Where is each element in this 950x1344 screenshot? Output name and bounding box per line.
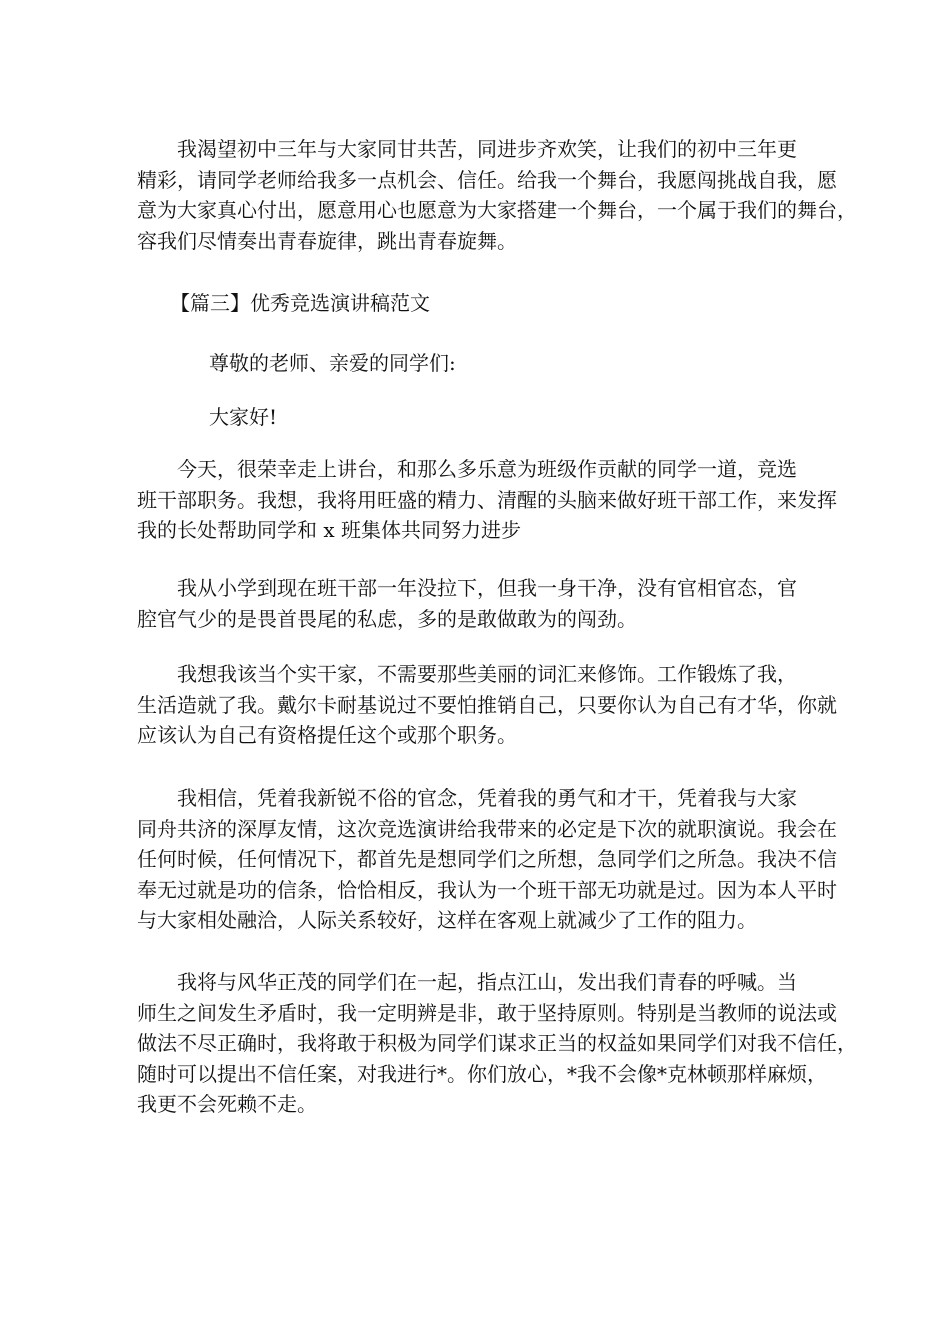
text-line: 师生之间发生矛盾时，我一定明辨是非，敢于坚持原则。特别是当教师的说法或 [137, 1000, 837, 1025]
section-heading: 【篇三】优秀竞选演讲稿范文 [170, 291, 430, 315]
text-line: 我从小学到现在班干部一年没拉下，但我一身干净，没有官相官态，官 [177, 576, 797, 600]
paragraph-4 [137, 659, 837, 751]
text-line: 做法不尽正确时，我将敢于积极为同学们谋求正当的权益如果同学们对我不信任， [137, 1031, 857, 1055]
text-line: 奉无过就是功的信条，恰恰相反，我认为一个班干部无功就是过。因为本人平时 [137, 877, 837, 902]
text-line: 意为大家真心付出，愿意用心也愿意为大家搭建一个舞台，一个属于我们的舞台， [137, 198, 857, 222]
text-line: 我相信，凭着我新锐不俗的官念，凭着我的勇气和才干，凭着我与大家 [177, 786, 797, 810]
text-line: 同舟共济的深厚友情，这次竞选演讲给我带来的必定是下次的就职演说。我会在 [137, 816, 837, 841]
text-line: 腔官气少的是畏首畏尾的私虑，多的是敢做敢为的闯劲。 [137, 606, 637, 631]
text-line: 随时可以提出不信任案，对我进行*。你们放心，*我不会像*克林顿那样麻烦， [137, 1061, 827, 1086]
text-line: 我的长处帮助同学和 x 班集体共同努力进步 [137, 518, 521, 542]
text-line: 应该认为自己有资格提任这个或那个职务。 [137, 723, 517, 747]
text-line: 我想我该当个实干家，不需要那些美丽的词汇来修饰。工作锻炼了我， [177, 662, 797, 686]
text-line: 任何时候，任何情况下，都首先是想同学们之所想，急同学们之所急。我决不信 [137, 847, 837, 871]
greeting: 大家好! [209, 405, 278, 429]
text-line: 班干部职务。我想，我将用旺盛的精力、清醒的头脑来做好班干部工作，来发挥 [137, 487, 837, 512]
text-line: 我渴望初中三年与大家同甘共苦，同进步齐欢笑，让我们的初中三年更 [177, 137, 797, 161]
text-line: 与大家相处融洽，人际关系较好，这样在客观上就减少了工作的阻力。 [137, 908, 757, 932]
text-line: 我将与风华正茂的同学们在一起，指点江山，发出我们青春的呼喊。当 [177, 970, 797, 994]
paragraph-1 [137, 134, 857, 256]
paragraph-3 [137, 573, 797, 634]
salutation: 尊敬的老师、亲爱的同学们: [209, 351, 456, 375]
text-line: 今天，很荣幸走上讲台，和那么多乐意为班级作贡献的同学一道，竞选 [177, 457, 797, 481]
paragraph-2 [137, 454, 837, 546]
text-line: 精彩，请同学老师给我多一点机会、信任。给我一个舞台，我愿闯挑战自我，愿 [137, 167, 837, 192]
text-line: 我更不会死赖不走。 [137, 1092, 317, 1116]
text-line: 容我们尽情奏出青春旋律，跳出青春旋舞。 [137, 228, 517, 253]
text-line: 生活造就了我。戴尔卡耐基说过不要怕推销自己，只要你认为自己有才华，你就 [137, 692, 837, 717]
paragraph-6 [137, 967, 857, 1120]
paragraph-5 [137, 783, 837, 936]
